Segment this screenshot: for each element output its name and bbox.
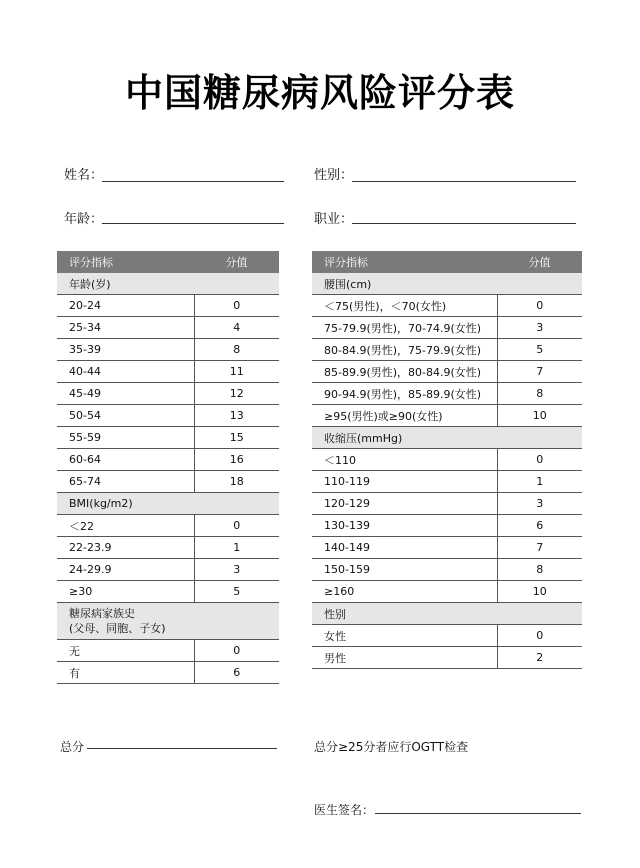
section-row <box>312 603 582 625</box>
criterion-cell: 55-59 <box>57 427 194 449</box>
score-cell: 6 <box>194 662 279 684</box>
table-row <box>57 640 279 662</box>
criterion-cell: 65-74 <box>57 471 194 493</box>
total-label: 总分 <box>60 740 85 754</box>
table-row <box>312 317 582 339</box>
header-score: 分值 <box>194 251 279 273</box>
name-input-line[interactable] <box>102 181 284 182</box>
score-cell: 13 <box>194 405 279 427</box>
criterion-cell: 110-119 <box>312 471 497 493</box>
table-row <box>57 471 279 493</box>
table-row <box>57 662 279 684</box>
gender-field[interactable] <box>314 164 576 182</box>
age-label: 年龄： <box>64 212 104 227</box>
age-input-line[interactable] <box>102 223 284 224</box>
criterion-cell: 有 <box>57 662 194 684</box>
section-row <box>312 427 582 449</box>
ogtt-note: 总分≥25分者应行OGTT检查 <box>314 740 469 754</box>
criterion-cell: 60-64 <box>57 449 194 471</box>
criterion-cell: 150-159 <box>312 559 497 581</box>
table-row <box>57 537 279 559</box>
table-row <box>57 361 279 383</box>
table-row <box>312 559 582 581</box>
score-cell: 18 <box>194 471 279 493</box>
table-row <box>57 581 279 603</box>
score-cell: 8 <box>497 383 582 405</box>
score-cell: 0 <box>497 449 582 471</box>
table-row <box>57 405 279 427</box>
score-cell: 1 <box>194 537 279 559</box>
section-row <box>57 273 279 295</box>
score-cell: 15 <box>194 427 279 449</box>
criterion-cell: ＜110 <box>312 449 497 471</box>
section-label: BMI(kg/m2) <box>69 497 133 510</box>
table-row <box>312 339 582 361</box>
score-cell: 0 <box>497 295 582 317</box>
total-input-line[interactable] <box>87 748 277 749</box>
section-label: 腰围(cm) <box>324 277 372 291</box>
section-row <box>57 603 279 640</box>
section-title <box>312 603 582 625</box>
criterion-cell: ≥95(男性)或≥90(女性) <box>312 405 497 427</box>
header-indicator: 评分指标 <box>312 251 497 273</box>
table-row <box>312 537 582 559</box>
score-cell: 3 <box>497 317 582 339</box>
criterion-cell: ≥160 <box>312 581 497 603</box>
criterion-cell: 120-129 <box>312 493 497 515</box>
table-row <box>57 317 279 339</box>
criterion-cell: 75-79.9(男性)，70-74.9(女性) <box>312 317 497 339</box>
score-cell: 0 <box>194 640 279 662</box>
section-label: 年龄(岁) <box>69 277 111 291</box>
section-title <box>312 273 582 295</box>
score-cell: 10 <box>497 405 582 427</box>
doctor-label: 医生签名： <box>314 803 375 817</box>
criterion-cell: ＜75(男性)，＜70(女性) <box>312 295 497 317</box>
page-title: 中国糖尿病风险评分表 <box>124 71 515 115</box>
score-cell: 7 <box>497 361 582 383</box>
criterion-cell: 35-39 <box>57 339 194 361</box>
score-cell: 8 <box>497 559 582 581</box>
score-cell: 1 <box>497 471 582 493</box>
criterion-cell: 80-84.9(男性)，75-79.9(女性) <box>312 339 497 361</box>
score-cell: 6 <box>497 515 582 537</box>
score-cell: 8 <box>194 339 279 361</box>
score-cell: 0 <box>194 515 279 537</box>
doctor-signature <box>314 801 374 818</box>
score-cell: 16 <box>194 449 279 471</box>
table-row <box>57 449 279 471</box>
criterion-cell: 45-49 <box>57 383 194 405</box>
gender-label: 性别： <box>314 168 354 183</box>
score-cell: 3 <box>194 559 279 581</box>
left-score-table <box>57 251 279 684</box>
score-cell: 0 <box>497 625 582 647</box>
score-cell: 2 <box>497 647 582 669</box>
table-row <box>312 405 582 427</box>
table-row <box>312 449 582 471</box>
table-header <box>57 251 279 273</box>
table-row <box>57 339 279 361</box>
section-label: 收缩压(mmHg) <box>324 431 403 445</box>
criterion-cell: 90-94.9(男性)，85-89.9(女性) <box>312 383 497 405</box>
score-cell: 11 <box>194 361 279 383</box>
table-row <box>312 515 582 537</box>
table-row <box>312 361 582 383</box>
table-row <box>312 493 582 515</box>
score-cell: 12 <box>194 383 279 405</box>
score-cell: 5 <box>194 581 279 603</box>
score-cell: 3 <box>497 493 582 515</box>
score-cell: 5 <box>497 339 582 361</box>
name-label: 姓名： <box>64 168 104 183</box>
occupation-field[interactable] <box>314 208 576 227</box>
criterion-cell: ≥30 <box>57 581 194 603</box>
section-sublabel: (父母、同胞、子女) <box>69 622 166 635</box>
table-row <box>312 647 582 669</box>
header-indicator: 评分指标 <box>57 251 194 273</box>
section-row <box>312 273 582 295</box>
section-row <box>57 493 279 515</box>
score-cell: 0 <box>194 295 279 317</box>
criterion-cell: 女性 <box>312 625 497 647</box>
section-label: 性别 <box>324 607 346 621</box>
table-row <box>57 383 279 405</box>
criterion-cell: 22-23.9 <box>57 537 194 559</box>
criterion-cell: 男性 <box>312 647 497 669</box>
score-cell: 10 <box>497 581 582 603</box>
occupation-label: 职业： <box>314 212 354 227</box>
section-title <box>57 493 279 515</box>
total-score <box>60 738 84 755</box>
table-row <box>57 427 279 449</box>
table-row <box>57 295 279 317</box>
table-row <box>312 581 582 603</box>
table-row <box>57 559 279 581</box>
criterion-cell: 24-29.9 <box>57 559 194 581</box>
table-row <box>312 295 582 317</box>
criterion-cell: ＜22 <box>57 515 194 537</box>
name-field[interactable] <box>64 164 284 182</box>
right-score-table <box>312 251 582 669</box>
age-field[interactable] <box>64 208 284 227</box>
criterion-cell: 20-24 <box>57 295 194 317</box>
criterion-cell: 85-89.9(男性)，80-84.9(女性) <box>312 361 497 383</box>
section-title <box>57 603 279 640</box>
criterion-cell: 25-34 <box>57 317 194 339</box>
table-row <box>312 471 582 493</box>
occupation-input-line[interactable] <box>352 223 576 224</box>
signature-input-line[interactable] <box>375 813 581 814</box>
table-header <box>312 251 582 273</box>
section-title <box>312 427 582 449</box>
score-cell: 4 <box>194 317 279 339</box>
table-row <box>57 515 279 537</box>
section-label: 糖尿病家族史 <box>69 607 135 620</box>
score-cell: 7 <box>497 537 582 559</box>
header-score: 分值 <box>497 251 582 273</box>
table-row <box>312 625 582 647</box>
section-title <box>57 273 279 295</box>
criterion-cell: 无 <box>57 640 194 662</box>
gender-input-line[interactable] <box>352 181 576 182</box>
table-row <box>312 383 582 405</box>
criterion-cell: 140-149 <box>312 537 497 559</box>
criterion-cell: 130-139 <box>312 515 497 537</box>
criterion-cell: 50-54 <box>57 405 194 427</box>
criterion-cell: 40-44 <box>57 361 194 383</box>
